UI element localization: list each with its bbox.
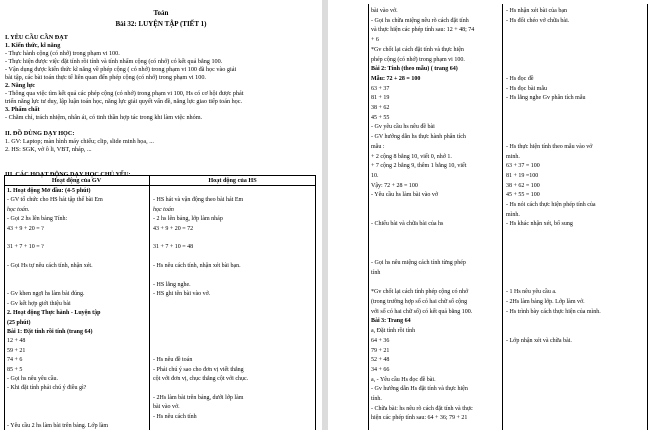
table-cell-line: - Hs đổi chéo vở chữa bài. bbox=[506, 17, 570, 24]
table-cell-line: - Phải chú ý sao cho đơn vị viết thẳng bbox=[153, 366, 244, 373]
table-cell-line: mẫu : bbox=[371, 143, 385, 150]
table-cell-line: 10. bbox=[371, 172, 379, 179]
left-page bbox=[0, 0, 322, 430]
table-cell-line: 2. Hoạt động Thực hành - Luyện tập bbox=[7, 310, 101, 317]
table-cell-line: - Gv yêu cầu hs nêu đề bài bbox=[371, 124, 435, 131]
table-cell-line: - GV hướng dẫn hs thực hành phân tích bbox=[371, 134, 466, 141]
table-cell-line: 31 + 7 + 10 = 48 bbox=[153, 244, 194, 251]
table-cell-line: a, Đặt tính rồi tính bbox=[371, 328, 416, 335]
section-line: - Thông qua việc tìm kết quả các phép cộng (có nhớ) trong phạm vi 100, Hs có cơ hội được phát bbox=[5, 90, 244, 97]
section-line: 1. Kiến thức, kĩ năng bbox=[5, 42, 61, 49]
table-cell-line: minh. bbox=[506, 153, 520, 160]
table-cell-line: - Hs nhận xét bài của bạn bbox=[506, 8, 567, 14]
section-line: - Chăm chỉ, trách nhiệm, nhân ái, có tinh thần hợp tác trong khi làm việc nhóm. bbox=[5, 114, 203, 121]
table-cell-line: 43 + 9 + 20 = 72 bbox=[153, 225, 194, 232]
table-cell-line: 81 + 19 =100 bbox=[506, 172, 539, 179]
table-cell-line: - Hs nêu cách tính bbox=[153, 413, 197, 420]
section-line: 1. GV: Laptop; màn hình máy chiếu; clip, slide minh họa, ... bbox=[5, 138, 154, 145]
table-cell-line: - Gọi Hs tự nêu cách tính, nhận xét. bbox=[7, 263, 93, 270]
section-line: - Vận dụng được kiến thức kĩ năng về phép cộng ( có nhớ) trong phạm vi 100 đã học vào giải bbox=[5, 66, 237, 73]
table-cell-line: - HS hát và vận động theo bài hát Em bbox=[153, 197, 244, 204]
section-line: 3. Phẩm chất bbox=[5, 106, 40, 113]
table-cell-line: tính bbox=[371, 269, 381, 276]
activities-table-continued bbox=[368, 4, 648, 430]
table-cell-line: 63 + 37 bbox=[371, 85, 390, 92]
table-cell-line: 45 + 55 bbox=[371, 114, 390, 121]
table-cell-line: 45 + 55 = 100 bbox=[506, 192, 540, 199]
table-cell-line: - Hs khác nhận xét, bổ sung bbox=[506, 221, 573, 228]
table-cell-line: + 7 cộng 2 bằng 9, thêm 1 bằng 10, viết bbox=[371, 163, 467, 170]
section-line: - Thực hiện được việc đặt tính rồi tính và tính nhẩm cộng (có nhớ) có kết quả bằng 100. bbox=[5, 58, 223, 65]
table-cell-line: - HS ghi tên bài vào vở. bbox=[153, 291, 211, 298]
table-cell-line: - Hs đọc đề bbox=[506, 75, 534, 82]
table-cell-line: (trong trường hợp số có hai chữ số cộng bbox=[371, 299, 468, 305]
table-cell-line: - 2Hs làm bảng lớp. Lớp làm vở. bbox=[506, 299, 585, 305]
section-line: 2. Năng lực bbox=[5, 82, 36, 89]
table-cell-line: - Yêu cầu 2 hs làm bài trên bảng. Lớp làm bbox=[7, 423, 109, 429]
header-gv: Hoạt động của GV bbox=[51, 177, 102, 184]
table-cell-line: - Chữa bài: hs nêu rõ cách đặt tính và thực bbox=[371, 405, 473, 412]
table-cell-line: 31 + 7 + 10 = ? bbox=[7, 244, 44, 251]
table-cell-line: bài vào vở. bbox=[371, 8, 398, 14]
table-cell-line: - 2 hs lên bảng, lớp làm nháp bbox=[153, 216, 223, 223]
table-cell-line: - Hs nói cách thực hiện phép tính của bbox=[506, 202, 596, 208]
section-line: triển năng lực tư duy, lập luận toán học, năng lực giải quyết vấn đề, năng lực giao tiếp toán học. bbox=[5, 98, 243, 105]
table-cell-line: Mẫu: 72 + 28 = 100 bbox=[371, 75, 421, 82]
table-cell-line: 74 + 6 bbox=[7, 357, 23, 364]
table-cell-line: 59 + 21 bbox=[7, 347, 26, 354]
table-cell-line: - Hs đọc bài mẫu bbox=[506, 85, 547, 92]
section-line: - Thực hành cộng (có nhớ) trong phạm vi 100. bbox=[5, 50, 120, 57]
table-cell-line: cột với đơn vị, chục thẳng cột với chục. bbox=[153, 376, 249, 382]
lesson-title: Bài 32: LUYỆN TẬP (TIẾT 1) bbox=[115, 20, 207, 28]
section-line: II. ĐỒ DÙNG DẠY HỌC: bbox=[5, 130, 75, 137]
table-cell-line: - 2Hs làm bài trên bảng, dưới lớp làm bbox=[153, 394, 244, 401]
table-cell-line: + 6 bbox=[371, 37, 379, 44]
table-cell-line: - Hs thực hiện tính theo mẫu vào vở bbox=[506, 143, 593, 150]
table-cell-line: 81 + 19 bbox=[371, 95, 390, 102]
table-cell-line: - GV tổ chức cho HS hát tập thể bài Em bbox=[7, 197, 103, 204]
table-cell-line: - Chiếu bài và chữa bài của hs bbox=[371, 221, 444, 228]
table-cell-line: - 1 Hs nêu yêu cầu a. bbox=[506, 289, 557, 296]
table-cell-line: 38 + 62 = 100 bbox=[506, 182, 540, 189]
table-cell-line: - Hs lắng nghe Gv phân tích mẫu bbox=[506, 95, 586, 102]
header-hs: Hoạt động của HS bbox=[208, 177, 257, 184]
table-cell-line: với số có hai chữ số) có kết quả bằng 100. bbox=[371, 308, 473, 315]
table-cell-line: + 2 cộng 8 bằng 10, viết 0, nhớ 1. bbox=[371, 153, 452, 160]
table-cell-line: *Gv chốt lại cách đặt tính và thực hiện bbox=[371, 46, 464, 53]
table-cell-line: - Gv khen ngợi hs làm bài đúng. bbox=[7, 291, 85, 298]
table-cell-line: mình. bbox=[506, 211, 520, 218]
table-cell-line: 12 + 48 bbox=[7, 338, 26, 345]
table-cell-line: 34 + 66 bbox=[371, 366, 390, 373]
table-cell-line: 38 + 62 bbox=[371, 105, 390, 111]
table-cell-line: 64 + 36 bbox=[371, 337, 390, 344]
right-page bbox=[328, 0, 650, 430]
table-cell-line: phép cộng (có nhớ) trong phạm vi 100. bbox=[371, 56, 465, 63]
table-cell-line: và thực hiện các phép tính sau: 12 + 48; 74 bbox=[371, 27, 475, 34]
table-cell-line: 63 + 37 = 100 bbox=[506, 163, 540, 170]
table-cell-line: - Gv kết hợp giới thiệu bài bbox=[7, 300, 71, 307]
table-cell-line: - Gọi hs nêu yêu cầu. bbox=[7, 376, 58, 382]
section-line: bài tập, các bài toán thực tế liên quan đến phép cộng (có nhớ) trong phạm vi 100. bbox=[5, 74, 206, 81]
table-cell-line: 79 + 21 bbox=[371, 347, 390, 354]
table-cell-line: - Yêu cầu hs làm bài vào vở bbox=[371, 192, 439, 199]
table-cell-line: - Hs nêu đề toán bbox=[153, 357, 193, 364]
table-cell-line: hiện các phép tính sau: 64 + 36; 79 + 21 bbox=[371, 415, 468, 422]
table-cell-line: 43 + 9 + 20 = ? bbox=[7, 225, 44, 232]
table-cell-line: - Hs trình bày cách thực hiện của mình. bbox=[506, 308, 601, 315]
table-cell-line: - Hs nêu cách tính, nhận xét bài bạn. bbox=[153, 263, 241, 270]
table-cell-line: Bài 1: Đặt tính rồi tính (trang 64) bbox=[7, 329, 93, 335]
activities-table bbox=[4, 175, 316, 430]
table-cell-line: Bài 2: Tính (theo mẫu) ( trang 64) bbox=[371, 66, 458, 73]
table-cell-line: 85 + 5 bbox=[7, 366, 23, 373]
table-cell-line: bài vào vở. bbox=[153, 404, 180, 411]
table-cell-line: học toán bbox=[153, 206, 174, 213]
table-cell-line: - Khi đặt tính phải chú ý điều gì? bbox=[7, 385, 87, 392]
table-cell-line: a, - Yêu cầu Hs đọc đề bài. bbox=[371, 376, 436, 383]
table-cell-line: - Gọi 2 hs lên bảng Tính: bbox=[7, 216, 68, 223]
table-cell-line: tính. bbox=[371, 396, 382, 402]
table-cell-line: - Lớp nhận xét và chữa bài. bbox=[506, 337, 572, 344]
table-cell-line: *Gv chốt lại cách tính phép cộng có nhớ bbox=[371, 289, 469, 296]
section-line: I. YÊU CẦU CẦN ĐẠT bbox=[5, 34, 68, 41]
table-cell-line: - Gọi hs chữa miệng nêu rõ cách đặt tính bbox=[371, 17, 469, 24]
table-cell-line: - HS lắng nghe. bbox=[153, 282, 191, 288]
table-cell-line: Vậy: 72 + 28 = 100 bbox=[371, 182, 418, 189]
table-cell-line: (25 phút) bbox=[7, 319, 31, 326]
table-cell-line: - Gv hướng dẫn Hs đặt tính và thực hiện bbox=[371, 386, 468, 393]
table-cell-line: học toán. bbox=[7, 206, 30, 213]
table-cell-line: Bài 3: Trang 64 bbox=[371, 318, 411, 325]
table-cell-line: - Gọi hs nêu miệng cách tính từng phép bbox=[371, 260, 466, 267]
section-line: 2. HS: SGK, vở ô li, VBT, nháp, ... bbox=[5, 146, 92, 153]
subject-title: Toán bbox=[153, 9, 169, 17]
table-cell-line: 52 + 48 bbox=[371, 357, 390, 364]
table-cell-line: 1. Hoạt động Mở đầu: (4-5 phút) bbox=[7, 188, 91, 194]
